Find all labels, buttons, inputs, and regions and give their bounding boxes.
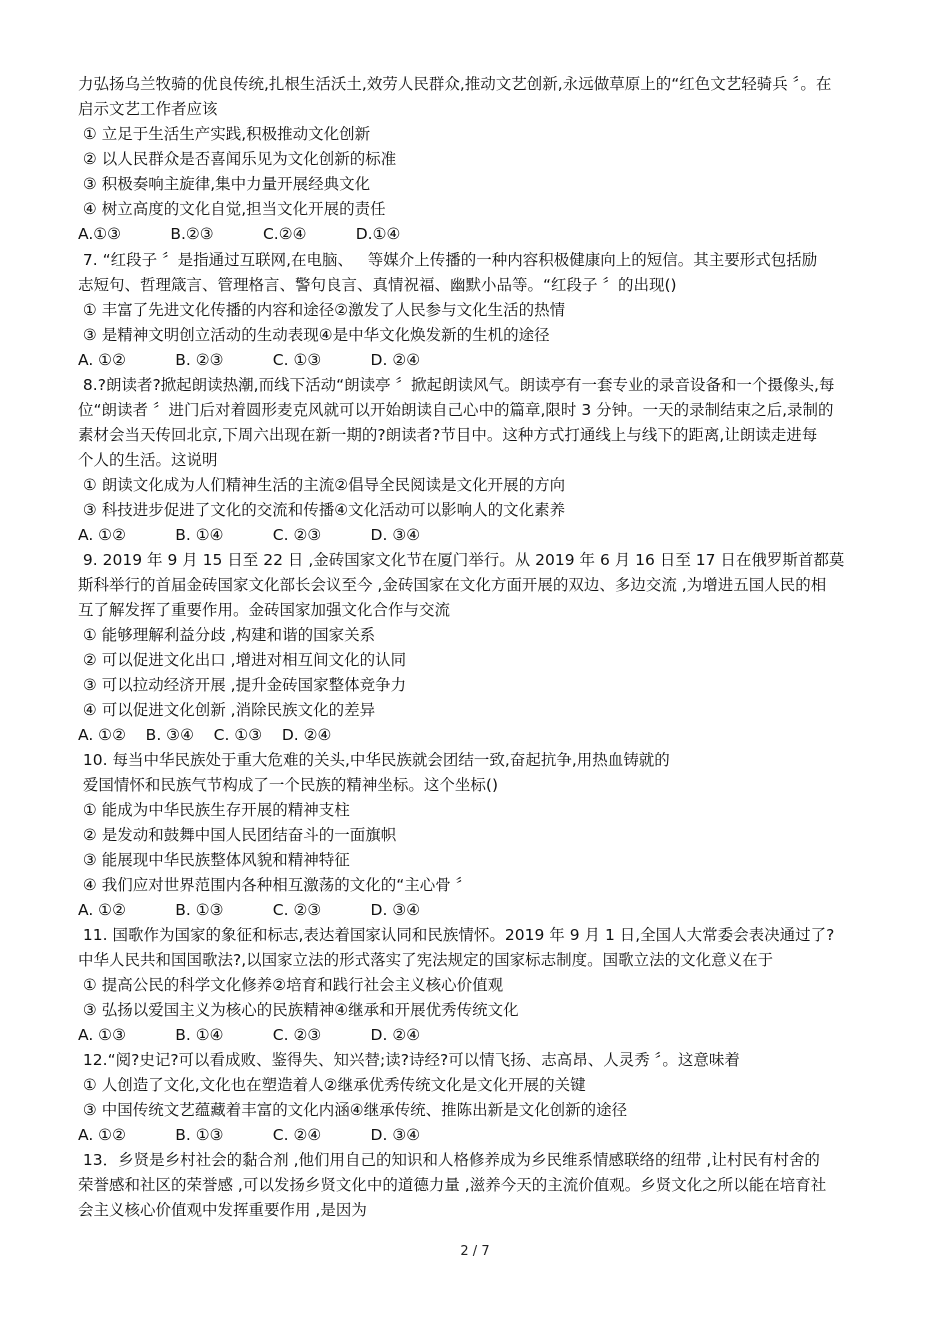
answer-options: A. ①② B. ③④ C. ①③ D. ②④: [78, 726, 332, 744]
answer-options: A. ①② B. ①③ C. ②③ D. ③④: [78, 901, 421, 919]
answer-options: A. ①② B. ②③ C. ①③ D. ②④: [78, 351, 421, 369]
page-number: 2 / 7: [460, 1244, 490, 1259]
text-line: ④ 我们应对世界范围内各种相互激荡的文化的“主心骨 〞: [78, 876, 472, 894]
text-line: 中华人民共和国国歌法?,以国家立法的形式落实了宪法规定的国家标志制度。国歌立法的文化意义在于: [78, 951, 774, 969]
text-line: ③ 科技进步促进了文化的交流和传播④文化活动可以影响人的文化素养: [78, 501, 566, 519]
text-line: ① 能成为中华民族生存开展的精神支柱: [78, 801, 350, 819]
answer-options: A. ①② B. ①③ C. ②④ D. ③④: [78, 1126, 421, 1144]
text-line: ④ 可以促进文化创新 ,消除民族文化的差异: [78, 701, 376, 719]
text-line: 素材会当天传回北京,下周六出现在新一期的?朗读者?节目中。这种方式打通线上与线下的距离,让朗读走进每: [78, 426, 818, 444]
text-line: ① 人创造了文化,文化也在塑造着人②继承优秀传统文化是文化开展的关键: [78, 1076, 586, 1094]
text-line: ③ 可以拉动经济开展 ,提升金砖国家整体竞争力: [78, 676, 407, 694]
answer-options: A. ①③ B. ①④ C. ②③ D. ②④: [78, 1026, 421, 1044]
text-line: ③ 能展现中华民族整体风貌和精神特征: [78, 851, 350, 869]
text-line: ③ 弘扬以爱国主义为核心的民族精神④继承和开展优秀传统文化: [78, 1001, 519, 1019]
text-line: ① 提高公民的科学文化修养②培育和践行社会主义核心价值观: [78, 976, 504, 994]
question-8: 8.?朗读者?掀起朗读热潮,而线下活动“朗读亭 〞掀起朗读风气。朗读亭有一套专业的录音设备和一个摄像头,每: [78, 376, 835, 394]
text-line: ② 是发动和鼓舞中国人民团结奋斗的一面旗帜: [78, 826, 397, 844]
text-line: 力弘扬乌兰牧骑的优良传统,扎根生活沃土,效劳人民群众,推动文艺创新,永远做草原上的“红色文艺轻骑兵 〞。在: [78, 75, 832, 93]
text-line: 互了解发挥了重要作用。金砖国家加强文化合作与交流: [78, 601, 451, 619]
text-line: ① 丰富了先进文化传播的内容和途径②激发了人民参与文化生活的热情: [78, 301, 566, 319]
text-line: ① 立足于生活生产实践,积极推动文化创新: [78, 125, 371, 143]
text-line: 会主义核心价值观中发挥重要作用 ,是因为: [78, 1201, 367, 1219]
text-line: 爱国情怀和民族气节构成了一个民族的精神坐标。这个坐标(): [78, 776, 499, 794]
text-line: ② 可以促进文化出口 ,增进对相互间文化的认同: [78, 651, 407, 669]
text-line: ③ 是精神文明创立活动的生动表现④是中华文化焕发新的生机的途径: [78, 326, 550, 344]
answer-options: A.①③ B.②③ C.②④ D.①④: [78, 225, 401, 243]
question-10: 10. 每当中华民族处于重大危难的关头,中华民族就会团结一致,奋起抗争,用热血铸就的: [78, 751, 670, 769]
text-line: 个人的生活。这说明: [78, 451, 218, 469]
question-13: 13．乡贤是乡村社会的黏合剂 ,他们用自己的知识和人格修养成为乡民维系情感联络的纽带 ,让村民有村舍的: [78, 1151, 820, 1169]
question-12: 12.“阅?史记?可以看成败、鉴得失、知兴替;读?诗经?可以情飞扬、志高昂、人灵秀 〞。这意味着: [78, 1051, 740, 1069]
text-line: ③ 中国传统文艺蕴藏着丰富的文化内涵④继承传统、推陈出新是文化创新的途径: [78, 1101, 628, 1119]
text-line: 荣誉感和社区的荣誉感 ,可以发扬乡贤文化中的道德力量 ,滋养今天的主流价值观。乡贤文化之所以能在培育社: [78, 1176, 827, 1194]
text-line: ① 能够理解利益分歧 ,构建和谐的国家关系: [78, 626, 376, 644]
question-9: 9. 2019 年 9 月 15 日至 22 日 ,金砖国家文化节在厦门举行。从 2019 年 6 月 16 日至 17 日在俄罗斯首都莫: [78, 551, 845, 569]
question-7: 7. “红段子 〞是指通过互联网,在电脑、 等媒介上传播的一种内容积极健康向上的短信。其主要形式包括励: [78, 251, 818, 269]
text-line: 志短句、哲理箴言、管理格言、警句良言、真情祝福、幽默小品等。“红段子 〞的出现(): [78, 276, 677, 294]
question-11: 11. 国歌作为国家的象征和标志,表达着国家认同和民族情怀。2019 年 9 月 1 日,全国人大常委会表决通过了?: [78, 926, 835, 944]
text-line: 斯科举行的首届金砖国家文化部长会议至今 ,金砖国家在文化方面开展的双边、多边交流 ,为增进五国人民的相: [78, 576, 827, 594]
text-line: 位“朗读者 〞进门后对着圆形麦克风就可以开始朗读自己心中的篇章,限时 3 分钟。一天的录制结束之后,录制的: [78, 401, 834, 419]
text-line: ② 以人民群众是否喜闻乐见为文化创新的标准: [78, 150, 397, 168]
text-line: ③ 积极奏响主旋律,集中力量开展经典文化: [78, 175, 371, 193]
answer-options: A. ①② B. ①④ C. ②③ D. ③④: [78, 526, 421, 544]
text-line: 启示文艺工作者应该: [78, 100, 218, 118]
text-line: ④ 树立高度的文化自觉,担当文化开展的责任: [78, 200, 386, 218]
text-line: ① 朗读文化成为人们精神生活的主流②倡导全民阅读是文化开展的方向: [78, 476, 566, 494]
